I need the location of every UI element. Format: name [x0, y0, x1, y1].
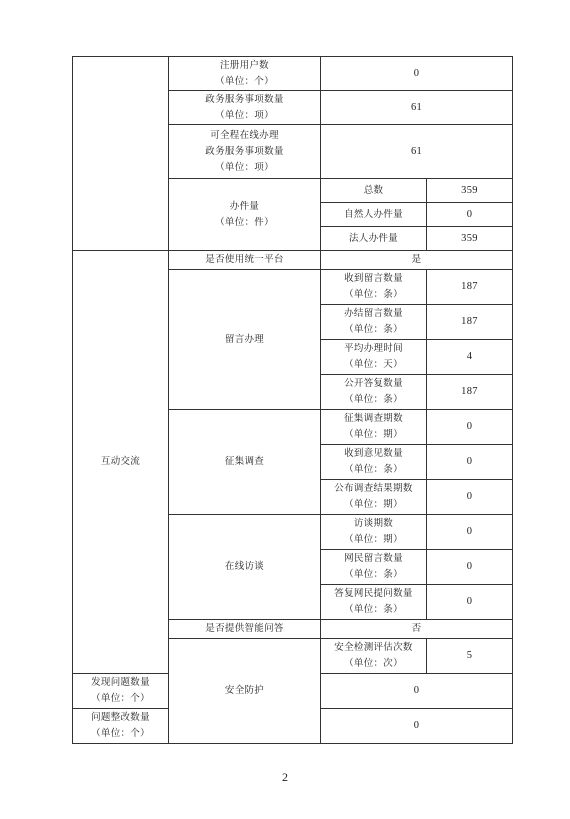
row-unit: （单位：项）	[215, 109, 274, 121]
metric-value: 187	[427, 270, 513, 305]
group-label-interview: 在线访谈	[169, 515, 321, 620]
row-label-line2: 政务服务事项数量	[205, 145, 284, 157]
handled-label-cell	[169, 179, 321, 251]
row-unit: （单位：个）	[91, 693, 150, 704]
service-items-value: 61	[321, 91, 513, 125]
smart-qa-value: 否	[321, 620, 513, 639]
handled-sub-label: 法人办件量	[321, 227, 427, 251]
handled-sub-label: 总数	[321, 179, 427, 203]
row-unit: （单位：项）	[215, 161, 274, 173]
registered-users-label-cell	[169, 57, 321, 91]
metric-label-cell	[321, 550, 427, 585]
metric-value: 0	[427, 480, 513, 515]
metric-label: 公布调查结果期数	[334, 483, 413, 494]
metric-value: 187	[427, 305, 513, 340]
service-items-label-cell	[169, 91, 321, 125]
row-label-line1: 可全程在线办理	[210, 129, 279, 141]
row-label: 安全检测评估次数	[334, 642, 413, 653]
metric-unit: （单位：期）	[344, 499, 403, 510]
security-value: 0	[321, 709, 513, 744]
unified-platform-value: 是	[321, 251, 513, 270]
row-unit: （单位：个）	[91, 728, 150, 739]
smart-qa-label: 是否提供智能问答	[169, 620, 321, 639]
row-label: 办件量	[229, 200, 260, 212]
metric-value: 0	[427, 445, 513, 480]
metric-label: 网民留言数量	[344, 553, 403, 564]
metric-label: 办结留言数量	[344, 308, 403, 319]
row-unit: （单位：次）	[344, 658, 403, 669]
security-label-cell	[321, 639, 427, 674]
handled-sub-value: 359	[427, 227, 513, 251]
metric-label: 访谈期数	[353, 518, 394, 529]
metric-label-cell	[321, 410, 427, 445]
metric-label: 公开答复数量	[344, 378, 403, 389]
metric-unit: （单位：期）	[344, 429, 403, 440]
metric-unit: （单位：条）	[344, 569, 403, 580]
metric-unit: （单位：条）	[344, 289, 403, 300]
section-label-interaction: 互动交流	[73, 251, 169, 674]
unified-platform-row	[73, 251, 513, 270]
metric-unit: （单位：条）	[344, 394, 403, 405]
metric-label: 平均办理时间	[344, 343, 403, 354]
security-value: 5	[427, 639, 513, 674]
row-label: 注册用户数	[219, 59, 269, 71]
statistics-table	[72, 56, 513, 744]
metric-label-cell	[321, 515, 427, 550]
row-label: 政务服务事项数量	[205, 93, 284, 105]
metric-label-cell	[321, 305, 427, 340]
group-label-message: 留言办理	[169, 270, 321, 410]
metric-label: 答复网民提问数量	[334, 588, 413, 599]
section-cell-top	[73, 57, 169, 251]
metric-label-cell	[321, 445, 427, 480]
metric-unit: （单位：条）	[344, 324, 403, 335]
registered-users-value: 0	[321, 57, 513, 91]
online-items-value: 61	[321, 125, 513, 179]
page-number: 2	[282, 770, 288, 784]
section-label-security: 安全防护	[169, 639, 321, 744]
row-label: 发现问题数量	[91, 677, 150, 688]
metric-label-cell	[321, 375, 427, 410]
online-items-label-cell	[169, 125, 321, 179]
metric-label-cell	[321, 270, 427, 305]
metric-unit: （单位：天）	[344, 359, 403, 370]
row-unit: （单位：个）	[215, 75, 274, 87]
metric-value: 4	[427, 340, 513, 375]
handled-sub-label: 自然人办件量	[321, 203, 427, 227]
metric-unit: （单位：条）	[344, 464, 403, 475]
metric-label-cell	[321, 480, 427, 515]
row-unit: （单位：件）	[215, 216, 274, 228]
metric-value: 0	[427, 515, 513, 550]
metric-label-cell	[321, 340, 427, 375]
metric-label: 收到留言数量	[344, 273, 403, 284]
metric-value: 0	[427, 410, 513, 445]
metric-value: 0	[427, 550, 513, 585]
metric-label-cell	[321, 585, 427, 620]
registered-users-row	[73, 57, 513, 91]
metric-value: 0	[427, 585, 513, 620]
row-label: 问题整改数量	[91, 712, 150, 723]
security-value: 0	[321, 674, 513, 709]
metric-unit: （单位：期）	[344, 534, 403, 545]
handled-sub-value: 0	[427, 203, 513, 227]
group-label-survey: 征集调查	[169, 410, 321, 515]
metric-value: 187	[427, 375, 513, 410]
metric-label: 征集调查期数	[344, 413, 403, 424]
handled-sub-value: 359	[427, 179, 513, 203]
security-label-cell	[73, 674, 169, 709]
unified-platform-label: 是否使用统一平台	[169, 251, 321, 270]
security-label-cell	[73, 709, 169, 744]
metric-unit: （单位：条）	[344, 604, 403, 615]
metric-label: 收到意见数量	[344, 448, 403, 459]
